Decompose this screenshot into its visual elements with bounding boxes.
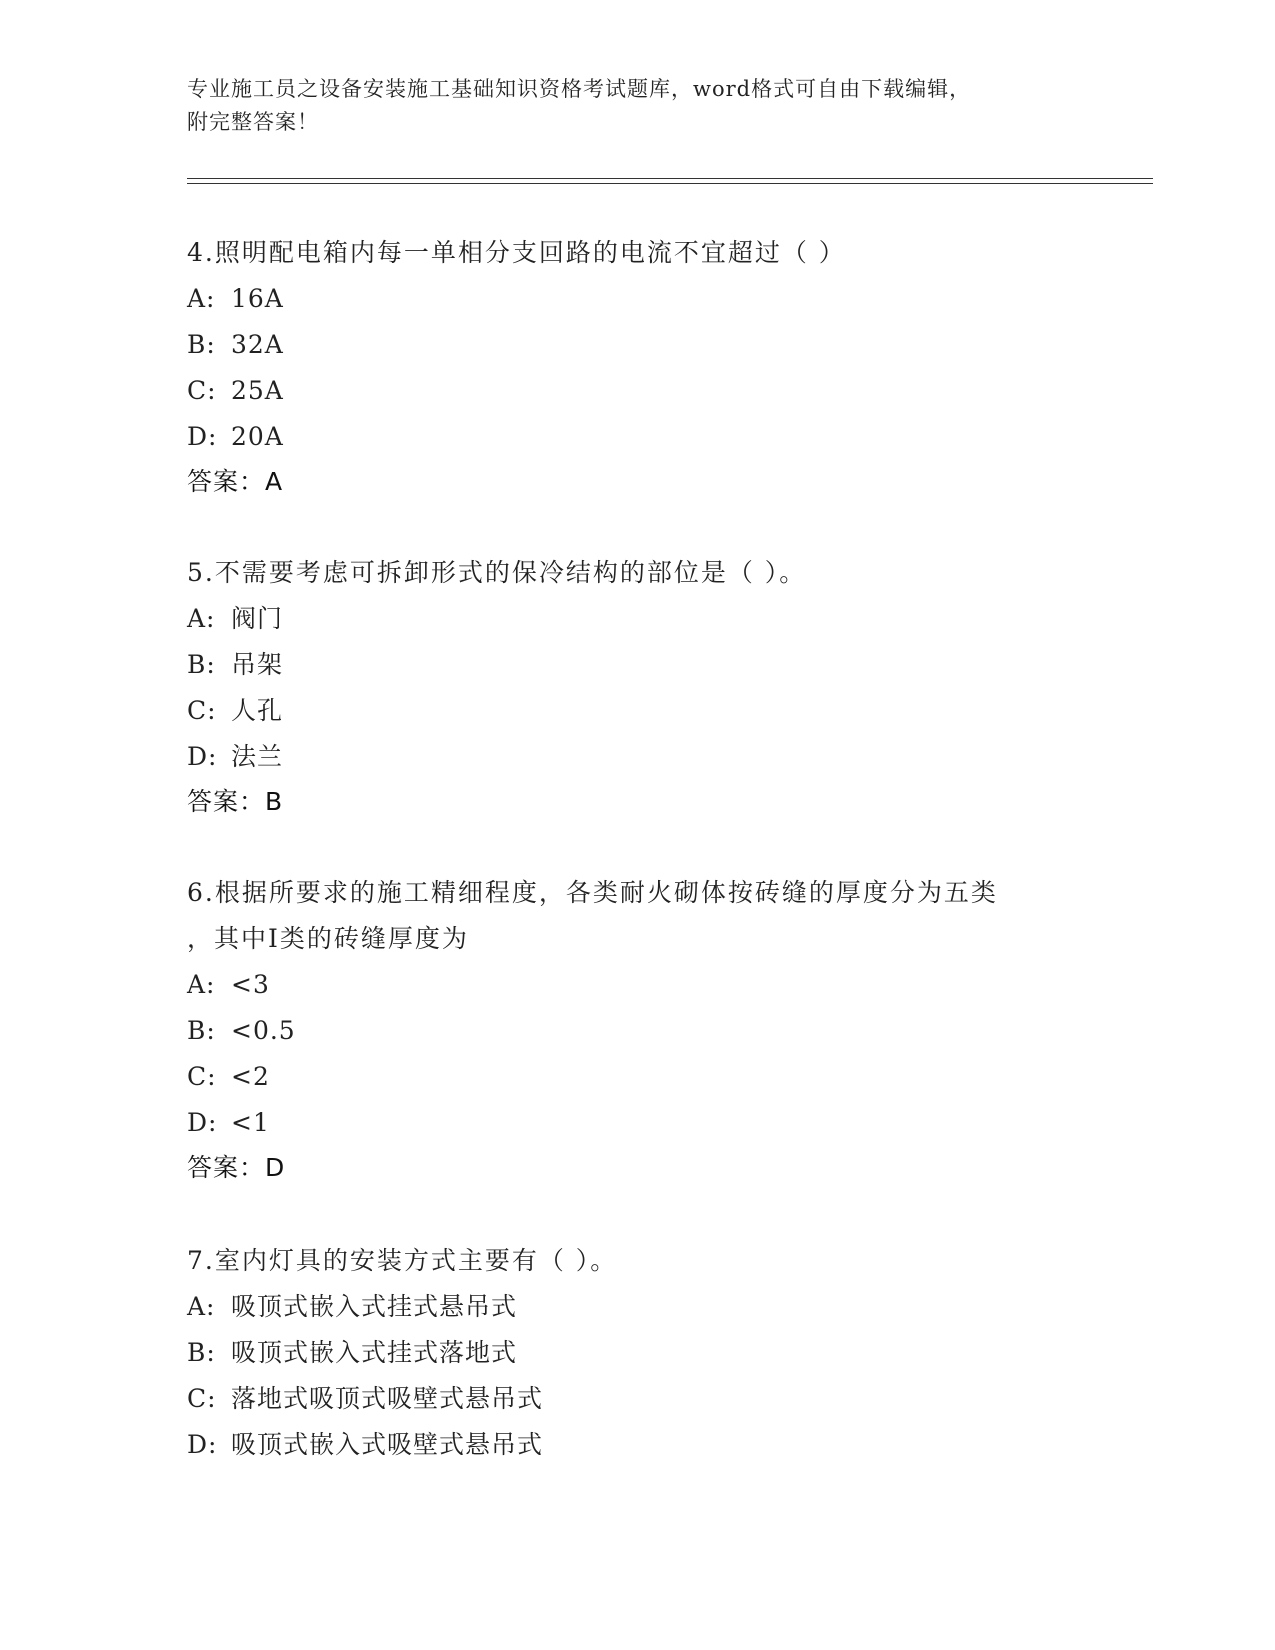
- header-line-2: 附完整答案！: [187, 110, 319, 134]
- question-7: [187, 1238, 1087, 1468]
- option-key: D:: [187, 422, 218, 451]
- option-key: A:: [187, 284, 216, 313]
- question-stem: 4.照明配电箱内每一单相分支回路的电流不宜超过（ ）: [187, 238, 846, 267]
- option-text: 20A: [231, 422, 284, 451]
- option-key: B:: [187, 330, 216, 359]
- question-6: [187, 870, 1087, 1190]
- answer-line: 答案：D: [187, 1153, 286, 1182]
- option-text: 阀门: [231, 604, 284, 633]
- option-key: A:: [187, 1292, 216, 1321]
- option-c: [187, 368, 1087, 414]
- question-stem: 6.根据所要求的施工精细程度，各类耐火砌体按砖缝的厚度分为五类: [187, 878, 998, 907]
- option-c: [187, 1376, 1087, 1422]
- option-d: [187, 1100, 1087, 1146]
- question-stem: 7.室内灯具的安装方式主要有（ ）。: [187, 1246, 618, 1275]
- option-b: [187, 322, 1087, 368]
- question-stem: 5.不需要考虑可拆卸形式的保冷结构的部位是（ ）。: [187, 558, 807, 587]
- option-key: B:: [187, 1016, 216, 1045]
- option-key: C:: [187, 376, 217, 405]
- option-text: 落地式吸顶式吸壁式悬吊式: [231, 1384, 544, 1413]
- option-text: 法兰: [231, 742, 284, 771]
- option-text: 25A: [231, 376, 284, 405]
- option-b: [187, 1330, 1087, 1376]
- option-b: [187, 642, 1087, 688]
- question-stem-continuation: ，其中Ⅰ类的砖缝厚度为: [187, 924, 469, 953]
- option-text: <3: [231, 970, 270, 999]
- option-a: [187, 596, 1087, 642]
- question-4: [187, 230, 1087, 504]
- option-d: [187, 734, 1087, 780]
- header-divider-bottom: [187, 183, 1153, 184]
- option-text: 人孔: [231, 696, 284, 725]
- option-text: 吸顶式嵌入式吸壁式悬吊式: [231, 1430, 544, 1459]
- option-key: D:: [187, 1108, 218, 1137]
- option-a: [187, 276, 1087, 322]
- option-text: <1: [231, 1108, 270, 1137]
- option-b: [187, 1008, 1087, 1054]
- header-line-1: 专业施工员之设备安装施工基础知识资格考试题库，word格式可自由下载编辑，: [187, 77, 972, 101]
- option-key: D:: [187, 1430, 218, 1459]
- option-d: [187, 1422, 1087, 1468]
- option-d: [187, 414, 1087, 460]
- option-text: <2: [231, 1062, 270, 1091]
- option-key: D:: [187, 742, 218, 771]
- header-divider-top: [187, 178, 1153, 179]
- answer-line: 答案：A: [187, 467, 284, 496]
- question-5: [187, 550, 1087, 824]
- option-c: [187, 688, 1087, 734]
- option-key: A:: [187, 970, 216, 999]
- option-key: A:: [187, 604, 216, 633]
- option-key: C:: [187, 1384, 217, 1413]
- option-text: 吊架: [231, 650, 284, 679]
- document-header: [187, 73, 1067, 139]
- option-key: B:: [187, 650, 216, 679]
- option-key: C:: [187, 696, 217, 725]
- option-text: 32A: [231, 330, 284, 359]
- option-text: 吸顶式嵌入式挂式悬吊式: [231, 1292, 518, 1321]
- option-key: B:: [187, 1338, 216, 1367]
- option-text: 吸顶式嵌入式挂式落地式: [231, 1338, 518, 1367]
- option-c: [187, 1054, 1087, 1100]
- option-key: C:: [187, 1062, 217, 1091]
- option-text: 16A: [231, 284, 284, 313]
- option-a: [187, 962, 1087, 1008]
- option-a: [187, 1284, 1087, 1330]
- answer-line: 答案：B: [187, 787, 284, 816]
- option-text: <0.5: [231, 1016, 296, 1045]
